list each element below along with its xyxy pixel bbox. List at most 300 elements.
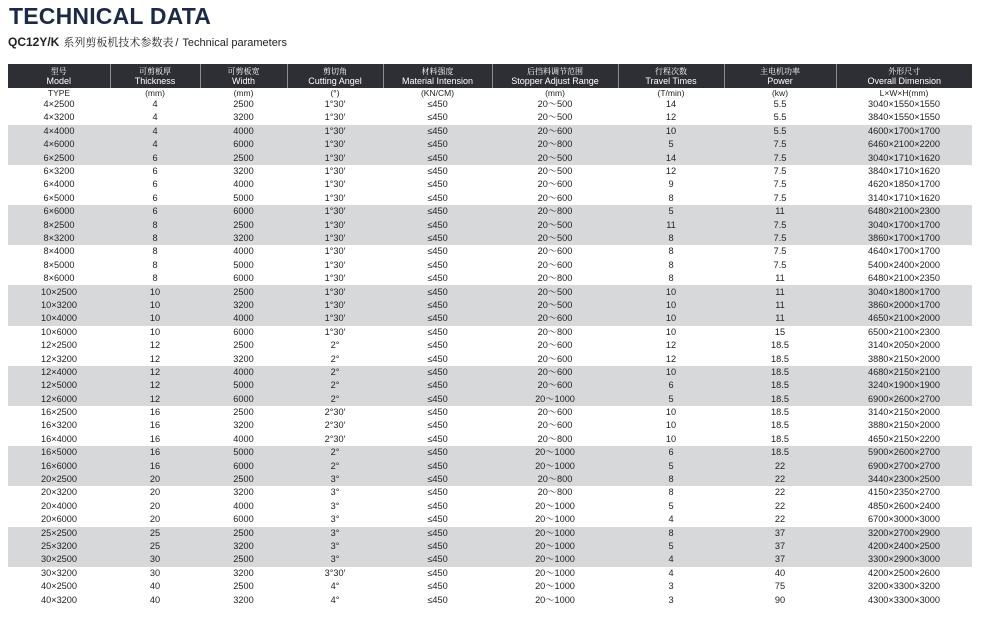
cell-overall-dimension: 6900×2600×2700 [836, 393, 972, 406]
cell-stopper-range: 20～600 [492, 366, 618, 379]
column-header-overall-dimension: 外形尺寸 Overall Dimension [836, 64, 972, 88]
cell-cutting-angle: 1°30′ [324, 246, 346, 257]
cell-stopper-range: 20～600 [537, 353, 573, 364]
cell-cutting-angle: 2°30′ [324, 433, 346, 444]
cell-overall-dimension: 6700×3000×3000 [867, 514, 941, 525]
cell-power: 7.5 [724, 232, 836, 245]
cell-model: 6×6000 [8, 205, 110, 218]
cell-width: 6000 [200, 393, 287, 406]
cell-cutting-angle: 3° [330, 500, 340, 511]
cell-thickness: 6 [110, 152, 200, 165]
cell-overall-dimension: 3140×1710×1620 [867, 192, 941, 203]
cell-travel-times: 4 [668, 514, 674, 525]
cell-model: 12×5000 [8, 379, 110, 392]
cell-model: 10×6000 [40, 326, 78, 337]
cell-travel-times: 5 [618, 205, 724, 218]
cell-travel-times: 8 [618, 527, 724, 540]
cell-stopper-range: 20～500 [492, 299, 618, 312]
cell-cutting-angle: 1°30′ [324, 179, 346, 190]
column-header-material-intension: 材料强度 Material Intension [383, 64, 492, 88]
cell-overall-dimension: 6460×2100×2200 [836, 138, 972, 151]
table-row [8, 366, 972, 379]
cell-travel-times: 5 [668, 500, 674, 511]
cell-power: 22 [774, 514, 786, 525]
cell-thickness: 6 [152, 166, 158, 177]
cell-travel-times: 5 [618, 460, 724, 473]
cell-width: 5000 [200, 446, 287, 459]
cell-model: 16×6000 [8, 460, 110, 473]
column-header-width: 可剪板宽 Width [200, 64, 287, 88]
table-row [8, 339, 972, 352]
cell-power: 75 [774, 581, 786, 592]
cell-power: 11 [724, 285, 836, 298]
cell-model: 8×6000 [43, 273, 75, 284]
cell-model: 10×2500 [8, 285, 110, 298]
cell-material-intension: ≤450 [427, 407, 448, 418]
cell-model: 10×4000 [8, 312, 110, 325]
cell-power: 37 [724, 553, 836, 566]
cell-model: 6×4000 [43, 179, 75, 190]
cell-material-intension: ≤450 [383, 473, 492, 486]
cell-stopper-range: 20～600 [492, 125, 618, 138]
cell-stopper-range: 20～800 [492, 205, 618, 218]
column-header-travel-times: 行程次数 Travel Times [618, 64, 724, 88]
cell-model: 40×3200 [40, 594, 78, 605]
cell-width: 4000 [233, 500, 254, 511]
column-header-model: 型号 Model [8, 64, 110, 88]
cell-power: 18.5 [771, 433, 789, 444]
cell-material-intension: ≤450 [427, 326, 448, 337]
header-row [8, 64, 972, 88]
table-row [8, 513, 972, 526]
cell-material-intension: ≤450 [427, 179, 448, 190]
cell-travel-times: 12 [665, 340, 677, 351]
cell-cutting-angle: 1°30′ [287, 219, 383, 232]
cell-stopper-range: 20～1000 [492, 446, 618, 459]
cell-overall-dimension: 3200×2700×2900 [836, 527, 972, 540]
table-row [8, 567, 972, 580]
cell-cutting-angle: 4° [330, 581, 340, 592]
cell-model: 12×3200 [40, 353, 78, 364]
cell-material-intension: ≤450 [383, 205, 492, 218]
cell-material-intension: ≤450 [427, 273, 448, 284]
cell-stopper-range: 20～600 [537, 259, 573, 270]
cell-power: 18.5 [771, 340, 789, 351]
cell-model: 16×4000 [40, 433, 78, 444]
cell-overall-dimension: 4150×2350×2700 [867, 487, 941, 498]
cell-width: 6000 [233, 326, 254, 337]
cell-model: 16×2500 [40, 407, 78, 418]
cell-travel-times: 3 [668, 594, 674, 605]
cell-material-intension: ≤450 [427, 567, 448, 578]
cell-model: 20×2500 [8, 473, 110, 486]
cell-model: 30×3200 [40, 567, 78, 578]
cell-thickness: 16 [110, 460, 200, 473]
cell-travel-times: 12 [665, 166, 677, 177]
cell-cutting-angle: 1°30′ [287, 299, 383, 312]
cell-stopper-range: 20～600 [537, 420, 573, 431]
cell-material-intension: ≤450 [383, 366, 492, 379]
cell-material-intension: ≤450 [427, 192, 448, 203]
cell-overall-dimension: 6500×2100×2300 [867, 326, 941, 337]
cell-power: 37 [724, 527, 836, 540]
cell-overall-dimension: 5900×2600×2700 [836, 446, 972, 459]
cell-material-intension: ≤450 [383, 299, 492, 312]
cell-travel-times: 14 [665, 99, 677, 110]
cell-thickness: 20 [149, 514, 161, 525]
cell-thickness: 12 [110, 366, 200, 379]
cell-stopper-range: 20～800 [537, 433, 573, 444]
cell-stopper-range: 20～500 [492, 285, 618, 298]
table-row [8, 326, 972, 339]
cell-stopper-range: 20～1000 [535, 567, 575, 578]
cell-stopper-range: 20～600 [537, 407, 573, 418]
cell-thickness: 30 [149, 567, 161, 578]
cell-material-intension: ≤450 [383, 219, 492, 232]
cell-model: 25×3200 [8, 540, 110, 553]
cell-material-intension: ≤450 [383, 446, 492, 459]
cell-thickness: 12 [110, 379, 200, 392]
cell-width: 3200 [200, 299, 287, 312]
cell-thickness: 16 [149, 407, 161, 418]
cell-width: 3200 [200, 540, 287, 553]
cell-cutting-angle: 1°30′ [324, 326, 346, 337]
table-row [8, 580, 972, 593]
cell-material-intension: ≤450 [427, 112, 448, 123]
cell-power: 18.5 [724, 446, 836, 459]
cell-power: 18.5 [724, 393, 836, 406]
table-row [8, 540, 972, 553]
cell-travel-times: 8 [668, 192, 674, 203]
cell-overall-dimension: 3040×1550×1550 [867, 99, 941, 110]
cell-travel-times: 6 [618, 446, 724, 459]
cell-travel-times: 11 [618, 219, 724, 232]
cell-cutting-angle: 1°30′ [324, 99, 346, 110]
cell-cutting-angle: 3° [287, 527, 383, 540]
cell-width: 2500 [200, 527, 287, 540]
unit-stopper-range: (mm) [545, 87, 565, 98]
cell-material-intension: ≤450 [427, 353, 448, 364]
cell-stopper-range: 20～800 [492, 473, 618, 486]
table-row [8, 111, 972, 124]
table-row [8, 232, 972, 245]
cell-width: 4000 [233, 433, 254, 444]
cell-travel-times: 5 [618, 138, 724, 151]
cell-stopper-range: 20～800 [537, 326, 573, 337]
cell-material-intension: ≤450 [383, 232, 492, 245]
cell-material-intension: ≤450 [427, 500, 448, 511]
cell-width: 2500 [233, 99, 254, 110]
cell-stopper-range: 20～600 [537, 340, 573, 351]
cell-power: 22 [774, 487, 786, 498]
cell-width: 3200 [233, 487, 254, 498]
cell-model: 4×3200 [43, 112, 75, 123]
cell-power: 7.5 [724, 138, 836, 151]
cell-width: 3200 [233, 567, 254, 578]
cell-cutting-angle: 3° [330, 487, 340, 498]
cell-stopper-range: 20～500 [492, 152, 618, 165]
cell-model: 6×2500 [8, 152, 110, 165]
cell-width: 4000 [233, 246, 254, 257]
unit-overall-dimension: L×W×H(mm) [879, 87, 929, 98]
cell-thickness: 8 [152, 273, 158, 284]
cell-thickness: 6 [152, 192, 158, 203]
table-row [8, 125, 972, 138]
cell-model: 20×4000 [40, 500, 78, 511]
cell-material-intension: ≤450 [427, 487, 448, 498]
cell-overall-dimension: 3840×1710×1620 [867, 166, 941, 177]
cell-width: 6000 [200, 460, 287, 473]
cell-power: 11 [724, 312, 836, 325]
cell-overall-dimension: 3240×1900×1900 [836, 379, 972, 392]
cell-power: 11 [775, 273, 785, 284]
cell-thickness: 10 [110, 285, 200, 298]
table-row [8, 312, 972, 325]
table-row [8, 553, 972, 566]
cell-cutting-angle: 1°30′ [324, 259, 346, 270]
cell-width: 2500 [233, 581, 254, 592]
cell-thickness: 4 [152, 112, 158, 123]
cell-thickness: 10 [110, 299, 200, 312]
cell-cutting-angle: 1°30′ [287, 152, 383, 165]
cell-model: 25×2500 [8, 527, 110, 540]
cell-cutting-angle: 1°30′ [287, 125, 383, 138]
table-row [8, 593, 972, 606]
cell-thickness: 4 [110, 125, 200, 138]
cell-material-intension: ≤450 [427, 166, 448, 177]
table-row [8, 486, 972, 499]
unit-width: (mm) [233, 87, 254, 98]
cell-travel-times: 10 [618, 299, 724, 312]
cell-travel-times: 4 [668, 567, 674, 578]
cell-cutting-angle: 1°30′ [287, 205, 383, 218]
cell-travel-times: 10 [618, 366, 724, 379]
cell-power: 7.5 [724, 152, 836, 165]
cell-cutting-angle: 2° [287, 379, 383, 392]
cell-material-intension: ≤450 [427, 99, 448, 110]
cell-width: 4000 [200, 312, 287, 325]
cell-overall-dimension: 4300×3300×3000 [867, 594, 941, 605]
cell-power: 5.5 [724, 125, 836, 138]
cell-power: 7.5 [773, 259, 787, 270]
units-row [8, 88, 972, 98]
cell-width: 3200 [233, 166, 254, 177]
cell-width: 6000 [200, 138, 287, 151]
cell-width: 2500 [233, 340, 254, 351]
cell-stopper-range: 20～600 [492, 312, 618, 325]
column-header-thickness: 可剪板厚 Thickness [110, 64, 200, 88]
cell-thickness: 12 [110, 393, 200, 406]
cell-cutting-angle: 1°30′ [324, 192, 346, 203]
cell-cutting-angle: 1°30′ [324, 273, 346, 284]
cell-width: 4000 [233, 179, 254, 190]
cell-material-intension: ≤450 [383, 285, 492, 298]
unit-thickness: (mm) [145, 87, 165, 98]
cell-stopper-range: 20～500 [492, 232, 618, 245]
cell-model: 12×6000 [8, 393, 110, 406]
cell-overall-dimension: 3860×2000×1700 [836, 299, 972, 312]
table-row [8, 219, 972, 232]
cell-model: 12×2500 [40, 340, 78, 351]
cell-thickness: 12 [149, 340, 161, 351]
cell-travel-times: 12 [665, 112, 677, 123]
cell-cutting-angle: 1°30′ [324, 166, 346, 177]
cell-width: 3200 [233, 420, 254, 431]
cell-power: 18.5 [724, 366, 836, 379]
cell-power: 5.5 [773, 112, 787, 123]
cell-overall-dimension: 3300×2900×3000 [836, 553, 972, 566]
cell-width: 5000 [233, 192, 254, 203]
table-row [8, 433, 972, 446]
cell-travel-times: 10 [665, 407, 677, 418]
cell-model: 8×2500 [8, 219, 110, 232]
cell-overall-dimension: 3880×2150×2000 [867, 353, 941, 364]
cell-power: 18.5 [771, 407, 789, 418]
cell-travel-times: 8 [618, 232, 724, 245]
cell-power: 7.5 [773, 192, 787, 203]
cell-material-intension: ≤450 [383, 527, 492, 540]
cell-width: 3200 [233, 594, 254, 605]
cell-travel-times: 9 [668, 179, 674, 190]
cell-overall-dimension: 6480×2100×2300 [836, 205, 972, 218]
cell-thickness: 25 [110, 527, 200, 540]
cell-overall-dimension: 4200×2400×2500 [836, 540, 972, 553]
table-row [8, 245, 972, 258]
cell-cutting-angle: 2° [287, 393, 383, 406]
cell-power: 7.5 [724, 219, 836, 232]
cell-material-intension: ≤450 [427, 340, 448, 351]
cell-material-intension: ≤450 [427, 433, 448, 444]
cell-travel-times: 10 [665, 420, 677, 431]
cell-stopper-range: 20～1000 [535, 581, 575, 592]
table-row [8, 393, 972, 406]
cell-stopper-range: 20～1000 [492, 460, 618, 473]
cell-width: 2500 [200, 553, 287, 566]
cell-stopper-range: 20～800 [537, 487, 573, 498]
technical-data-table [8, 64, 972, 607]
cell-travel-times: 14 [618, 152, 724, 165]
cell-model: 6×3200 [43, 166, 75, 177]
cell-cutting-angle: 2° [287, 446, 383, 459]
cell-power: 22 [724, 473, 836, 486]
cell-cutting-angle: 4° [330, 594, 340, 605]
cell-stopper-range: 20～600 [492, 379, 618, 392]
cell-power: 40 [774, 567, 786, 578]
cell-thickness: 8 [152, 246, 158, 257]
cell-stopper-range: 20～800 [492, 138, 618, 151]
cell-travel-times: 8 [668, 246, 674, 257]
cell-cutting-angle: 3° [287, 553, 383, 566]
cell-overall-dimension: 3880×2150×2000 [867, 420, 941, 431]
cell-thickness: 6 [152, 179, 158, 190]
table-row [8, 527, 972, 540]
cell-travel-times: 8 [618, 473, 724, 486]
cell-model: 4×4000 [8, 125, 110, 138]
cell-travel-times: 10 [665, 433, 677, 444]
cell-width: 3200 [200, 232, 287, 245]
unit-power: (kw) [771, 87, 789, 98]
cell-overall-dimension: 4680×2150×2100 [836, 366, 972, 379]
cell-cutting-angle: 3° [287, 540, 383, 553]
subtitle-chinese: 系列剪板机技术参数表 [63, 37, 174, 49]
table-row [8, 446, 972, 459]
cell-thickness: 30 [110, 553, 200, 566]
cell-cutting-angle: 2°30′ [324, 420, 346, 431]
cell-overall-dimension: 4600×1700×1700 [836, 125, 972, 138]
cell-width: 2500 [200, 285, 287, 298]
cell-travel-times: 8 [668, 259, 674, 270]
cell-thickness: 20 [110, 473, 200, 486]
table-row [8, 460, 972, 473]
cell-cutting-angle: 2° [330, 353, 340, 364]
cell-cutting-angle: 1°30′ [287, 285, 383, 298]
table-row [8, 379, 972, 392]
cell-overall-dimension: 4620×1850×1700 [867, 179, 941, 190]
cell-stopper-range: 20～500 [537, 99, 573, 110]
unit-travel-times: (T/min) [657, 87, 685, 98]
column-header-cutting-angle: 剪切角 Cutting Angel [287, 64, 383, 88]
column-header-stopper-range: 后挡料调节范围 Stopper Adjust Range [492, 64, 618, 88]
cell-overall-dimension: 5400×2400×2000 [867, 259, 941, 270]
cell-travel-times: 4 [618, 553, 724, 566]
table-row [8, 352, 972, 365]
cell-material-intension: ≤450 [383, 460, 492, 473]
cell-cutting-angle: 1°30′ [324, 112, 346, 123]
cell-width: 2500 [200, 219, 287, 232]
column-header-power: 主电机功率 Power [724, 64, 836, 88]
cell-cutting-angle: 1°30′ [287, 312, 383, 325]
cell-overall-dimension: 3140×2150×2000 [867, 407, 941, 418]
unit-cutting-angle: (°) [330, 87, 340, 98]
cell-travel-times: 8 [668, 487, 674, 498]
cell-thickness: 16 [110, 446, 200, 459]
cell-travel-times: 5 [618, 393, 724, 406]
table-row [8, 473, 972, 486]
cell-overall-dimension: 6480×2100×2350 [867, 273, 941, 284]
cell-model: 16×3200 [40, 420, 78, 431]
cell-power: 18.5 [724, 379, 836, 392]
table-row [8, 406, 972, 419]
unit-material-intension: (KN/CM) [420, 87, 455, 98]
cell-overall-dimension: 4200×2500×2600 [867, 567, 941, 578]
cell-thickness: 20 [149, 487, 161, 498]
cell-width: 6000 [233, 273, 254, 284]
cell-travel-times: 10 [618, 125, 724, 138]
cell-travel-times: 10 [665, 326, 677, 337]
cell-stopper-range: 20～1000 [492, 393, 618, 406]
cell-model: 20×6000 [40, 514, 78, 525]
cell-thickness: 40 [149, 594, 161, 605]
cell-thickness: 4 [110, 138, 200, 151]
cell-model: 8×3200 [8, 232, 110, 245]
cell-cutting-angle: 1°30′ [287, 138, 383, 151]
cell-material-intension: ≤450 [383, 553, 492, 566]
cell-power: 5.5 [773, 99, 787, 110]
cell-width: 4000 [200, 366, 287, 379]
cell-material-intension: ≤450 [383, 152, 492, 165]
cell-model: 16×5000 [8, 446, 110, 459]
cell-overall-dimension: 3040×1700×1700 [836, 219, 972, 232]
cell-overall-dimension: 3860×1700×1700 [836, 232, 972, 245]
cell-stopper-range: 20～600 [537, 246, 573, 257]
page-title: TECHNICAL DATA [9, 3, 212, 29]
cell-model: 12×4000 [8, 366, 110, 379]
table-row [8, 98, 972, 111]
table-row [8, 152, 972, 165]
cell-width: 5000 [200, 379, 287, 392]
cell-travel-times: 10 [618, 312, 724, 325]
cell-travel-times: 3 [668, 581, 674, 592]
